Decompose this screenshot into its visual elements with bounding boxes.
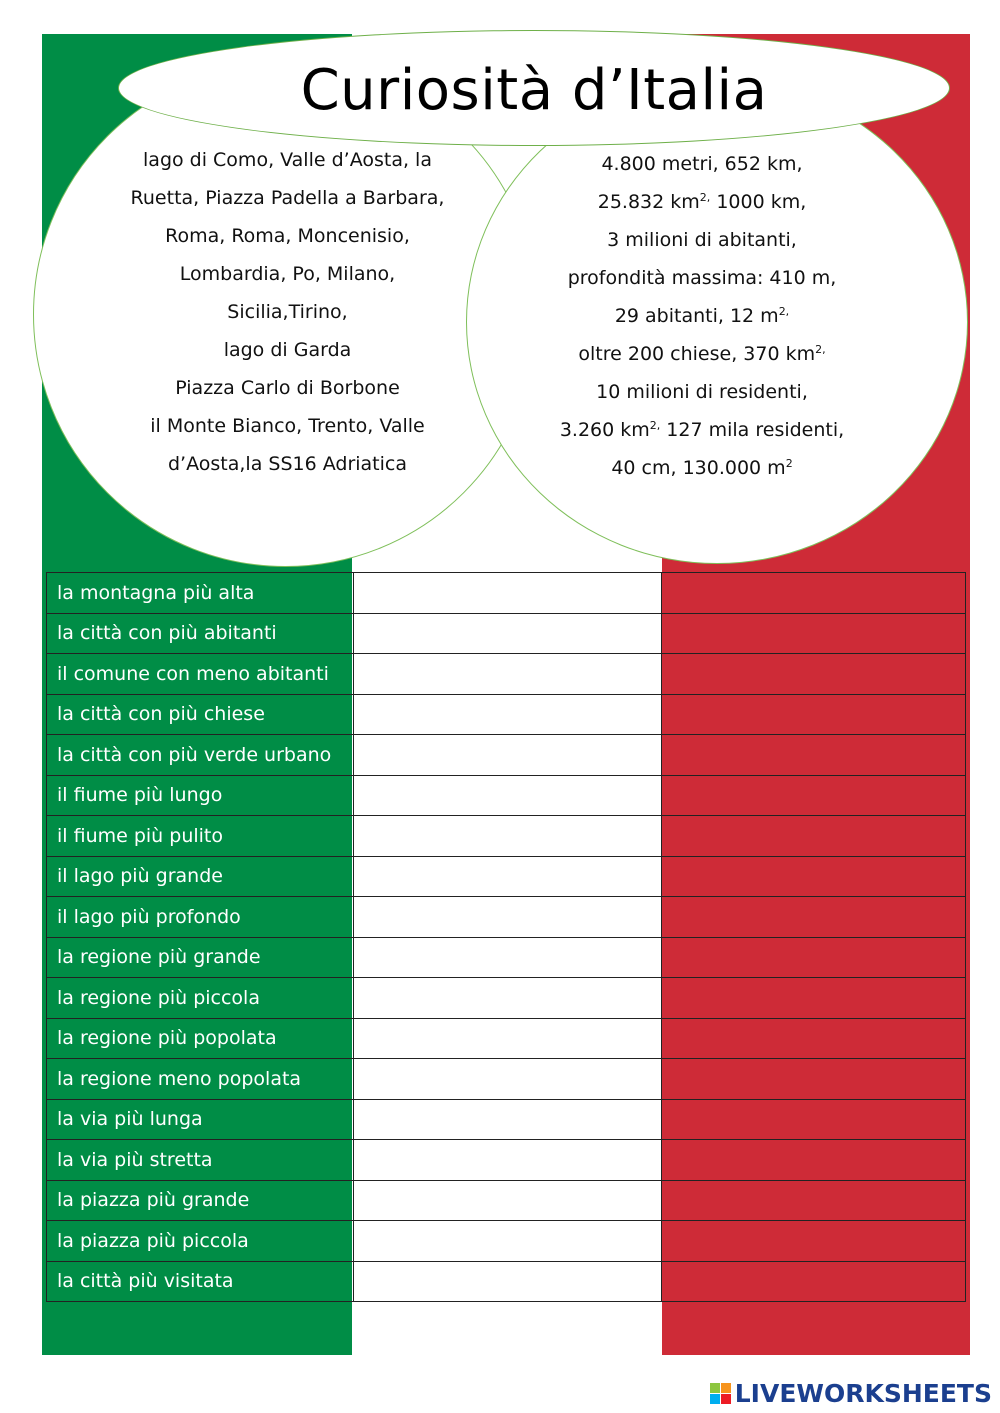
table-row [47, 694, 966, 735]
brand-name: LIVEWORKSHEETS [734, 1378, 992, 1408]
table-row [47, 1099, 966, 1140]
logo-tile [710, 1394, 720, 1404]
number-bank-line: 3 milioni di abitanti, [607, 229, 797, 251]
answer-value-cell[interactable] [662, 978, 966, 1019]
table-row [47, 1180, 966, 1221]
table-row [47, 1261, 966, 1302]
word-bank-line: lago di Como, Valle d’Aosta, la [143, 149, 432, 171]
answer-place-cell[interactable] [354, 816, 662, 857]
answer-value-cell[interactable] [662, 1180, 966, 1221]
answer-value-cell[interactable] [662, 1059, 966, 1100]
number-bank-line: 40 cm, 130.000 $m^2$ [611, 457, 793, 479]
word-bank-line: Roma, Roma, Moncenisio, [165, 225, 410, 247]
answer-place-cell[interactable] [354, 1261, 662, 1302]
table-row [47, 1221, 966, 1262]
page-title: Curiosità d’Italia [300, 57, 768, 123]
row-label: la città più visitata [47, 1261, 354, 1302]
liveworksheets-logo-icon [710, 1383, 731, 1404]
answer-value-cell[interactable] [662, 816, 966, 857]
answer-place-cell[interactable] [354, 856, 662, 897]
word-bank-line: Sicilia,Tirino, [227, 301, 348, 323]
answer-value-cell[interactable] [662, 1140, 966, 1181]
answer-place-cell[interactable] [354, 1099, 662, 1140]
table-row [47, 937, 966, 978]
answer-place-cell[interactable] [354, 573, 662, 614]
logo-tile [721, 1394, 731, 1404]
answer-value-cell[interactable] [662, 775, 966, 816]
answer-place-cell[interactable] [354, 654, 662, 695]
number-bank-line: profondità massima: 410 m, [567, 267, 837, 289]
row-label: il fiume più lungo [47, 775, 354, 816]
number-bank-line: 3.260 $km^{2,}$ 127 mila residenti, [559, 419, 845, 441]
answer-place-cell[interactable] [354, 613, 662, 654]
answer-value-cell[interactable] [662, 573, 966, 614]
row-label: la piazza più grande [47, 1180, 354, 1221]
table-row [47, 654, 966, 695]
number-bank-line: oltre 200 chiese, 370 $km^{2,}$ [578, 343, 826, 365]
answer-place-cell[interactable] [354, 1059, 662, 1100]
table-row [47, 1140, 966, 1181]
row-label: la città con più chiese [47, 694, 354, 735]
word-bank-line: Lombardia, Po, Milano, [179, 263, 396, 285]
logo-tile [710, 1383, 720, 1393]
answer-value-cell[interactable] [662, 613, 966, 654]
answer-place-cell[interactable] [354, 1180, 662, 1221]
answer-value-cell[interactable] [662, 937, 966, 978]
answer-place-cell[interactable] [354, 775, 662, 816]
answer-place-cell[interactable] [354, 694, 662, 735]
row-label: la regione più piccola [47, 978, 354, 1019]
table-row [47, 856, 966, 897]
answer-value-cell[interactable] [662, 735, 966, 776]
number-bank-line: 29 abitanti, 12 $m^{2,}$ [614, 305, 790, 327]
logo-tile [721, 1383, 731, 1393]
row-label: la via più lunga [47, 1099, 354, 1140]
row-label: il comune con meno abitanti [47, 654, 354, 695]
row-label: il lago più profondo [47, 897, 354, 938]
table-row [47, 816, 966, 857]
row-label: il lago più grande [47, 856, 354, 897]
word-bank-line: Piazza Carlo di Borbone [175, 377, 400, 399]
table-row [47, 1018, 966, 1059]
number-bank [540, 145, 864, 487]
table-row [47, 897, 966, 938]
answer-place-cell[interactable] [354, 735, 662, 776]
row-label: la piazza più piccola [47, 1221, 354, 1262]
answer-table [46, 572, 965, 1319]
answer-value-cell[interactable] [662, 1221, 966, 1262]
word-bank-line: il Monte Bianco, Trento, Valle [150, 415, 425, 437]
row-label: il fiume più pulito [47, 816, 354, 857]
table-row [47, 1059, 966, 1100]
row-label: la città con più verde urbano [47, 735, 354, 776]
answer-value-cell[interactable] [662, 856, 966, 897]
answer-place-cell[interactable] [354, 897, 662, 938]
word-bank-line: Ruetta, Piazza Padella a Barbara, [130, 187, 445, 209]
number-bank-line: 25.832 $km^{2,}$ 1000 km, [597, 191, 807, 213]
title-banner [118, 30, 950, 146]
answer-place-cell[interactable] [354, 1018, 662, 1059]
row-label: la città con più abitanti [47, 613, 354, 654]
row-label: la regione meno popolata [47, 1059, 354, 1100]
word-bank-line: lago di Garda [223, 339, 352, 361]
number-bank-line: 10 milioni di residenti, [596, 381, 808, 403]
table-row [47, 978, 966, 1019]
answer-place-cell[interactable] [354, 937, 662, 978]
word-bank-line: d’Aosta,la SS16 Adriatica [168, 453, 407, 475]
number-bank-line: 4.800 metri, 652 km, [601, 153, 803, 175]
row-label: la regione più popolata [47, 1018, 354, 1059]
word-bank [110, 141, 465, 483]
answer-place-cell[interactable] [354, 1221, 662, 1262]
table-row [47, 573, 966, 614]
row-label: la regione più grande [47, 937, 354, 978]
answer-value-cell[interactable] [662, 1261, 966, 1302]
answer-value-cell[interactable] [662, 654, 966, 695]
table-row [47, 775, 966, 816]
table-row [47, 735, 966, 776]
answer-place-cell[interactable] [354, 978, 662, 1019]
answer-value-cell[interactable] [662, 1099, 966, 1140]
row-label: la montagna più alta [47, 573, 354, 614]
answer-value-cell[interactable] [662, 897, 966, 938]
answer-place-cell[interactable] [354, 1140, 662, 1181]
row-label: la via più stretta [47, 1140, 354, 1181]
liveworksheets-brand[interactable] [710, 1378, 992, 1408]
table-row [47, 613, 966, 654]
answer-value-cell[interactable] [662, 694, 966, 735]
answer-value-cell[interactable] [662, 1018, 966, 1059]
